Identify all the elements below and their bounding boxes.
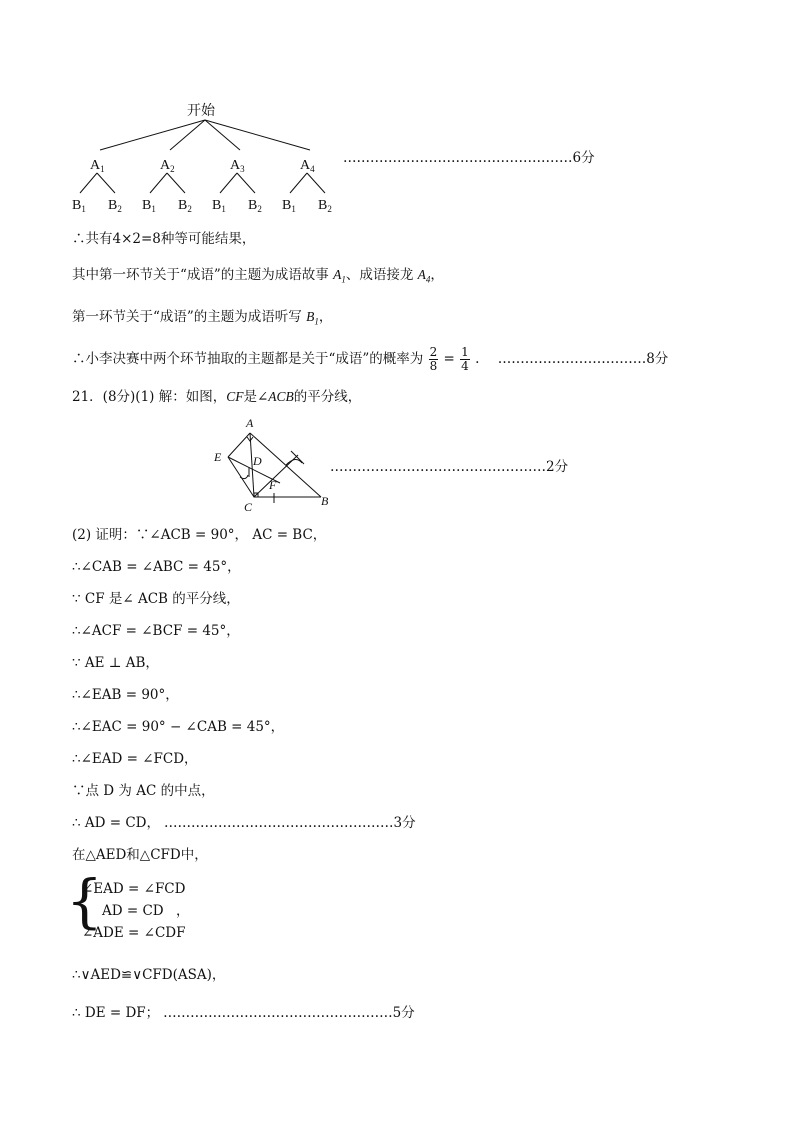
system-comma: ，: [176, 903, 190, 919]
among-line: 其中第一环节关于“成语”的主题为成语故事 $A_1$、成语接龙 $A_4$，: [72, 267, 444, 285]
tree-b-leaf: $B_1$: [212, 198, 226, 214]
figure-score: …………………………………………2分: [330, 459, 569, 475]
tree-a3: $A_3$: [230, 158, 245, 174]
tree-diagram: [0, 95, 340, 215]
label-a: A: [246, 416, 254, 430]
total-outcomes-line: ∴共有4×2=8种等可能结果，: [72, 231, 256, 247]
tree-score: ……………………………………………6分: [343, 150, 595, 166]
label-c: C: [244, 500, 253, 514]
proof-line-4: ∴∠ACF = ∠BCF = 45°，: [72, 623, 240, 639]
tree-b-leaf: $B_2$: [178, 198, 192, 214]
proof-line-5: ∵ AE ⊥ AB，: [72, 655, 159, 671]
proof-line-2: ∴∠CAB = ∠ABC = 45°，: [72, 559, 241, 575]
b1-symbol: $B_1$: [306, 309, 319, 327]
tree-b-leaf: $B_2$: [108, 198, 122, 214]
geometry-figure: [210, 415, 340, 515]
proof-line-7: ∴∠EAC = 90° − ∠CAB = 45°，: [72, 719, 285, 735]
a4-symbol: $A_4$: [417, 267, 431, 285]
tree-root: 开始: [187, 103, 215, 119]
label-d: D: [253, 454, 262, 468]
proof-line-3: ∵ CF 是∠ ACB 的平分线，: [72, 591, 240, 607]
tree-a4: $A_4$: [300, 158, 315, 174]
tree-b-leaf: $B_1$: [282, 198, 296, 214]
fraction-2-8: $\frac{2}{8}$: [429, 345, 438, 373]
system-eq-1: ∠EAD = ∠FCD: [82, 881, 186, 897]
tree-a2: $A_2$: [160, 158, 175, 174]
proof-line-11: 在△AED和△CFD中，: [72, 847, 208, 863]
label-b: B: [321, 494, 329, 508]
label-e: E: [214, 450, 222, 464]
final-line: ∴ DE = DF； ……………………………………………5分: [72, 1005, 415, 1021]
tree-a1: $A_1$: [90, 158, 105, 174]
second-stage-line: 第一环节关于“成语”的主题为成语听写 $B_1$，: [72, 309, 333, 327]
label-f: F: [269, 478, 277, 492]
proof-line-8: ∴∠EAD = ∠FCD，: [72, 751, 198, 767]
fraction-1-4: $\frac{1}{4}$: [461, 345, 469, 373]
proof-line-6: ∴∠EAB = 90°，: [72, 687, 179, 703]
proof-line-9: ∵点 D 为 AC 的中点，: [72, 783, 215, 799]
probability-line: ∴小李决赛中两个环节抽取的主题都是关于“成语”的概率为 $\frac{2}{8}$ = $\frac{1}{4}$ . ……………………………8分: [72, 345, 669, 373]
tree-b-leaf: $B_1$: [142, 198, 156, 214]
system-brace: {: [66, 867, 103, 935]
tree-b-leaf: $B_2$: [248, 198, 262, 214]
system-eq-3: ∠ADE = ∠CDF: [82, 925, 186, 941]
tree-b-leaf: $B_1$: [72, 198, 86, 214]
congruence-line: ∴∨AED≌∨CFD(ASA)，: [72, 967, 226, 983]
proof-line-1: (2) 证明：∵∠ACB = 90°， AC = BC，: [72, 527, 327, 543]
a1-symbol: $A_1$: [333, 267, 346, 285]
system-eq-2: AD = CD: [102, 903, 164, 919]
q21-header: 21．(8分)(1) 解：如图，CF是∠ACB的平分线，: [72, 389, 362, 405]
tree-b-leaf: $B_2$: [318, 198, 332, 214]
proof-line-10: ∴ AD = CD， ……………………………………………3分: [72, 815, 416, 831]
